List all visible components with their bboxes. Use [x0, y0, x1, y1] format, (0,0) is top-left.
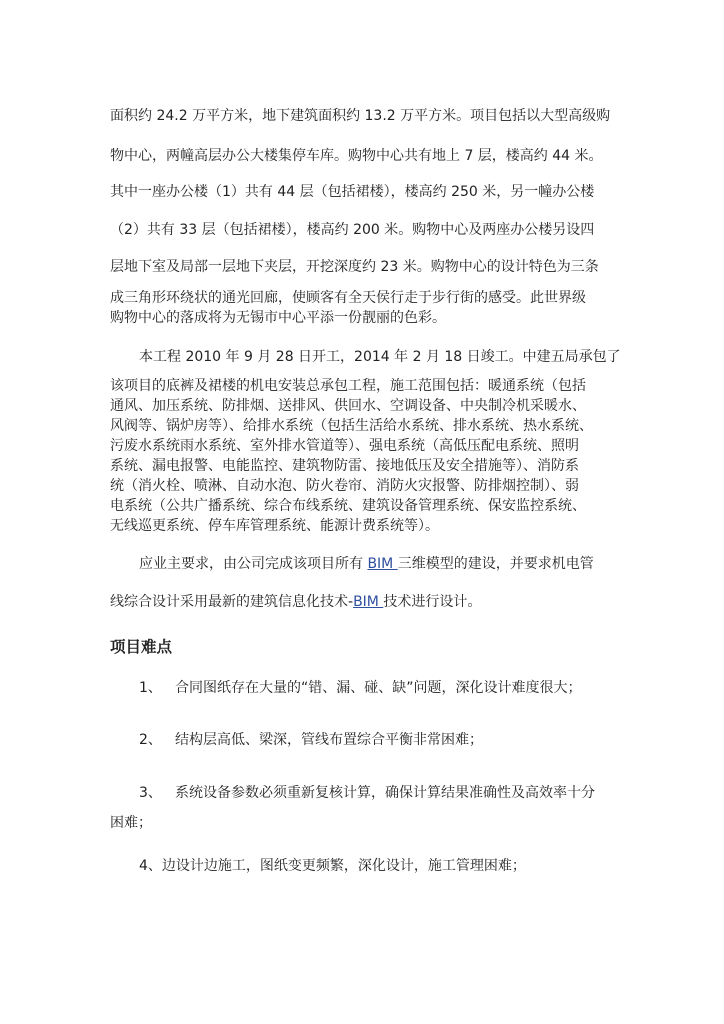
paragraph2-line: 无线巡更系统、停车库管理系统、能源计费系统等）。	[110, 518, 439, 534]
section-heading: 项目难点	[110, 638, 173, 656]
paragraph3-text: 线综合设计采用最新的建筑信息化技术-	[110, 594, 354, 610]
paragraph3-line	[110, 592, 481, 612]
paragraph1-line: 面积约 24.2 万平方米，地下建筑面积约 13.2 万平方米。项目包括以大型高级购	[110, 108, 611, 124]
paragraph2-line: 本工程 2010 年 9 月 28 日开工，2014 年 2 月 18 日竣工。中建五局承包了	[139, 349, 621, 365]
list-item-number: 1、	[139, 680, 162, 696]
list-item-text: 合同图纸存在大量的“错、漏、碰、缺”问题，深化设计难度很大；	[175, 680, 582, 696]
list-item-number: 2、	[139, 732, 162, 748]
list-item-text: 4、边设计边施工，图纸变更频繁，深化设计，施工管理困难；	[139, 858, 526, 874]
list-item	[139, 730, 483, 750]
list-item	[139, 678, 582, 698]
list-item	[139, 783, 595, 803]
bim-link[interactable]: BIM	[353, 594, 384, 610]
list-item-text: 系统设备参数必须重新复核计算，确保计算结果准确性及高效率十分	[175, 785, 595, 801]
paragraph1-line: 物中心，两幢高层办公大楼集停车库。购物中心共有地上 7 层，楼高约 44 米。	[110, 148, 603, 164]
paragraph2-line: 系统、漏电报警、电能监控、建筑物防雷、接地低压及安全措施等）、消防系	[110, 458, 579, 474]
paragraph2-line: 电系统（公共广播系统、综合布线系统、建筑设备管理系统、保安监控系统、	[110, 498, 586, 514]
paragraph1-line: （2）共有 33 层（包括裙楼），楼高约 200 米。购物中心及两座办公楼另设四	[110, 222, 595, 238]
paragraph1-line: 购物中心的落成将为无锡市中心平添一份靓丽的色彩。	[110, 310, 446, 326]
paragraph1-line: 其中一座办公楼（1）共有 44 层（包括裙楼），楼高约 250 米，另一幢办公楼	[110, 184, 595, 200]
list-item	[139, 856, 526, 876]
bim-link[interactable]: BIM	[367, 556, 398, 572]
paragraph3-text: 技术进行设计。	[383, 594, 482, 610]
paragraph2-line: 统（消火栓、喷淋、自动水泡、防火卷帘、消防火灾报警、防排烟控制）、弱	[110, 478, 579, 494]
list-item-text: 结构层高低、梁深，管线布置综合平衡非常困难；	[175, 732, 483, 748]
list-item-continuation: 困难；	[110, 815, 152, 831]
paragraph2-line: 通风、加压系统、防排烟、送排风、供回水、空调设备、中央制冷机采暖水、	[110, 398, 586, 414]
paragraph3-line	[139, 554, 594, 574]
paragraph2-line: 该项目的底裤及裙楼的机电安装总承包工程，施工范围包括：暖通系统（包括	[110, 378, 586, 394]
paragraph3-text: 三维模型的建设，并要求机电管	[397, 556, 594, 572]
paragraph1-line: 成三角形环绕状的通光回廊，使顾客有全天侯行走于步行街的感受。此世界级	[110, 290, 586, 306]
list-item-number: 3、	[139, 785, 162, 801]
paragraph2-line: 风阀等、锅炉房等）、给排水系统（包括生活给水系统、排水系统、热水系统、	[110, 418, 593, 434]
paragraph3-text: 应业主要求，由公司完成该项目所有	[139, 556, 368, 572]
paragraph1-line: 层地下室及局部一层地下夹层，开挖深度约 23 米。购物中心的设计特色为三条	[110, 259, 599, 275]
paragraph2-line: 污废水系统雨水系统、室外排水管道等）、强电系统（高低压配电系统、照明	[110, 438, 579, 454]
